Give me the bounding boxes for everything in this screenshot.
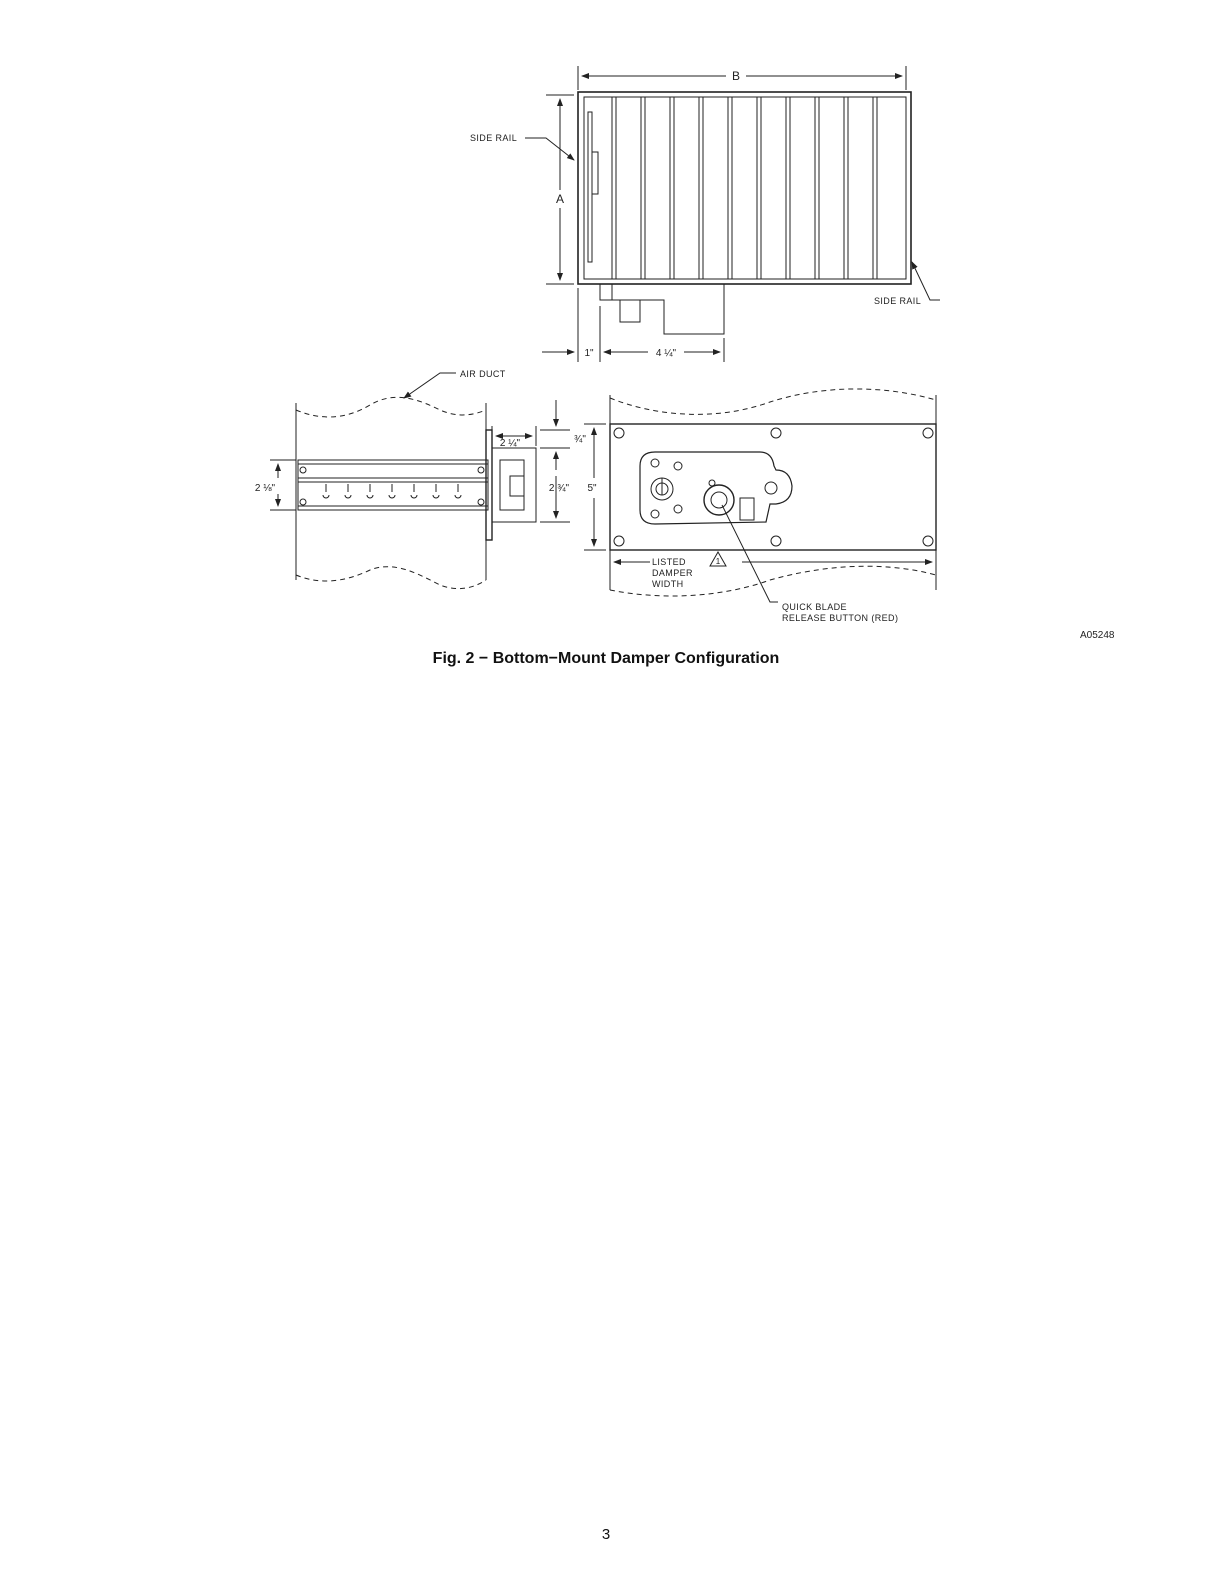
side-rail-top-label: SIDE RAIL — [470, 133, 518, 143]
side-rail-bottom-label: SIDE RAIL — [874, 296, 922, 306]
dim-2-1-4-label: 2 ¼" — [499, 438, 521, 449]
front-view — [584, 389, 936, 602]
listed-damper-width-line-3: WIDTH — [652, 579, 684, 589]
warning-number: 1 — [715, 557, 721, 566]
figure-caption: Fig. 2 − Bottom−Mount Damper Configuration — [432, 650, 780, 667]
listed-damper-width-line-1: LISTED — [652, 557, 686, 567]
dim-3-4-label: ¾" — [574, 434, 586, 445]
blade-lines — [612, 97, 877, 279]
dim-a-label: A — [555, 192, 565, 206]
air-duct-label: AIR DUCT — [460, 369, 506, 379]
top-view — [525, 66, 940, 362]
page-number: 3 — [601, 1526, 611, 1543]
blade-hooks — [323, 484, 461, 498]
quick-blade-line-2: RELEASE BUTTON (RED) — [782, 613, 899, 623]
quick-blade-line-1: QUICK BLADE — [782, 602, 847, 612]
dim-5-label: 5" — [587, 483, 597, 494]
dim-1in-label: 1" — [584, 348, 594, 359]
dim-b-label: B — [731, 69, 741, 83]
dim-2-3-4-label: 2 ¾" — [548, 483, 570, 494]
side-view — [270, 373, 570, 589]
drawing-code: A05248 — [1080, 630, 1115, 641]
dim-2-1-8-label: 2 ⅛" — [254, 483, 276, 494]
listed-damper-width-line-2: DAMPER — [652, 568, 693, 578]
dim-4-1-4-label: 4 ¼" — [655, 348, 677, 359]
damper-diagram — [0, 0, 1212, 700]
